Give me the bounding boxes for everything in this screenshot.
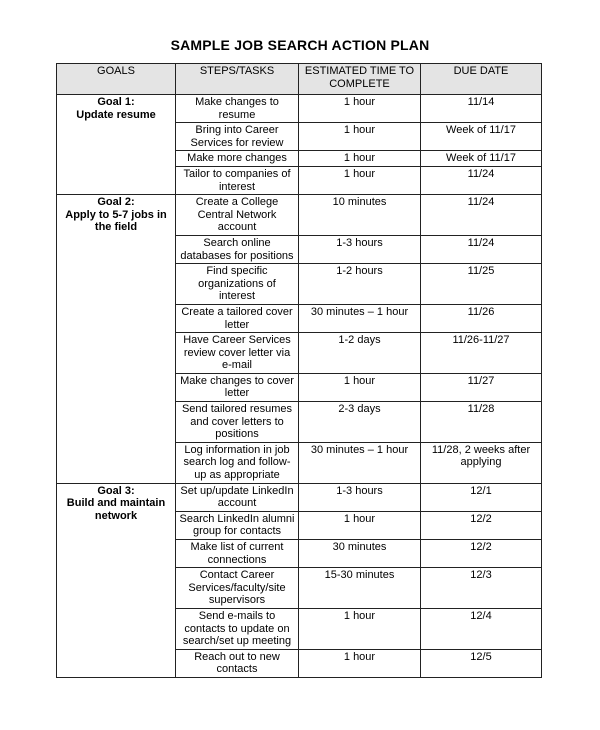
goal-description: Update resume (76, 108, 156, 121)
due-cell: 11/28 (421, 402, 542, 443)
step-cell: Bring into Career Services for review (176, 123, 299, 151)
time-cell: 1 hour (299, 95, 421, 123)
due-cell: 11/25 (421, 264, 542, 305)
step-cell: Send tailored resumes and cover letters to positions (176, 402, 299, 443)
step-cell: Create a tailored cover letter (176, 304, 299, 332)
time-cell: 2-3 days (299, 402, 421, 443)
header-goals: GOALS (57, 64, 176, 95)
time-cell: 1-3 hours (299, 483, 421, 511)
due-cell: 12/5 (421, 649, 542, 677)
due-cell: 12/1 (421, 483, 542, 511)
step-cell: Search online databases for positions (176, 235, 299, 263)
time-cell: 30 minutes – 1 hour (299, 442, 421, 483)
header-due-date: DUE DATE (421, 64, 542, 95)
step-cell: Make more changes (176, 151, 299, 167)
step-cell: Reach out to new contacts (176, 649, 299, 677)
due-cell: 12/2 (421, 540, 542, 568)
time-cell: 10 minutes (299, 195, 421, 236)
time-cell: 1 hour (299, 373, 421, 401)
table-row (57, 95, 542, 123)
step-cell: Send e-mails to contacts to update on search/set up meeting (176, 608, 299, 649)
goal-cell (57, 483, 176, 677)
due-cell: 11/26 (421, 304, 542, 332)
step-cell: Log information in job search log and follow-up as appropriate (176, 442, 299, 483)
time-cell: 1 hour (299, 511, 421, 539)
due-cell: 12/3 (421, 568, 542, 609)
due-cell: 12/2 (421, 511, 542, 539)
time-cell: 15-30 minutes (299, 568, 421, 609)
due-cell: 11/14 (421, 95, 542, 123)
due-cell: 11/27 (421, 373, 542, 401)
goal-cell (57, 95, 176, 195)
step-cell: Make list of current connections (176, 540, 299, 568)
time-cell: 1 hour (299, 151, 421, 167)
time-cell: 1-2 hours (299, 264, 421, 305)
goal-cell (57, 195, 176, 483)
time-cell: 1 hour (299, 123, 421, 151)
step-cell: Search LinkedIn alumni group for contacts (176, 511, 299, 539)
due-cell: 11/24 (421, 166, 542, 194)
goal-name: Goal 1: (97, 96, 135, 108)
step-cell: Contact Career Services/faculty/site supervisors (176, 568, 299, 609)
time-cell: 30 minutes (299, 540, 421, 568)
time-cell: 1 hour (299, 608, 421, 649)
step-cell: Find specific organizations of interest (176, 264, 299, 305)
time-cell: 1 hour (299, 166, 421, 194)
goal-description: Build and maintain network (66, 497, 166, 522)
time-cell: 1 hour (299, 649, 421, 677)
document-title: SAMPLE JOB SEARCH ACTION PLAN (170, 37, 430, 53)
step-cell: Create a College Central Network account (176, 195, 299, 236)
action-plan-table (56, 63, 542, 678)
due-cell: 12/4 (421, 608, 542, 649)
step-cell: Have Career Services review cover letter via e-mail (176, 333, 299, 374)
step-cell: Make changes to resume (176, 95, 299, 123)
table-header-row (57, 64, 542, 95)
goal-name: Goal 2: (97, 196, 135, 209)
due-cell: 11/24 (421, 195, 542, 236)
goal-description: Apply to 5-7 jobs in the field (65, 208, 167, 234)
step-cell: Make changes to cover letter (176, 373, 299, 401)
header-estimated-time: ESTIMATED TIME TO COMPLETE (299, 64, 421, 95)
due-cell: Week of 11/17 (421, 123, 542, 151)
header-steps: STEPS/TASKS (176, 64, 299, 95)
table-row (57, 483, 542, 511)
time-cell: 30 minutes – 1 hour (299, 304, 421, 332)
time-cell: 1-3 hours (299, 235, 421, 263)
goal-name: Goal 3: (97, 484, 135, 497)
due-cell: 11/24 (421, 235, 542, 263)
due-cell: 11/26-11/27 (421, 333, 542, 374)
step-cell: Set up/update LinkedIn account (176, 483, 299, 511)
time-cell: 1-2 days (299, 333, 421, 374)
step-cell: Tailor to companies of interest (176, 166, 299, 194)
due-cell: Week of 11/17 (421, 151, 542, 167)
due-cell: 11/28, 2 weeks after applying (421, 442, 542, 483)
table-row (57, 195, 542, 236)
